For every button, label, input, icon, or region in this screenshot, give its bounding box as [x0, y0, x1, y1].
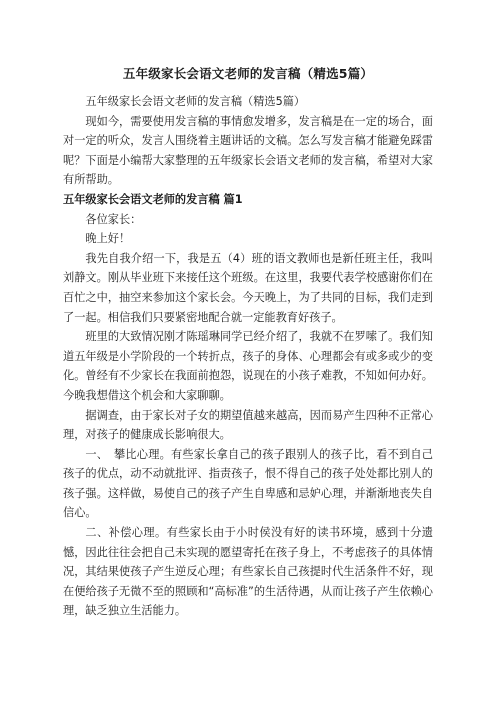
paragraph-survey: 据调查，由于家长对子女的期望值越来越高，因而易产生四种不正常心理，对孩子的健康成长影响很大。 [63, 408, 433, 442]
paragraph-subtitle: 五年级家长会语文老师的发言稿（精选5篇） [85, 95, 306, 108]
paragraph-point-one: 一、 攀比心理。有些家长拿自己的孩子跟别人的孩子比，看不到自己孩子的优点，动不动就批评、指责孩子，恨不得自己的孩子处处都比别人的孩子强。这样做，易使自己的孩子产生自卑感和忌妒心理，并渐渐地丧失自信心。 [63, 447, 433, 520]
paragraph-intro: 现如今，需要使用发言稿的事情愈发增多，发言稿是在一定的场合，面对一定的听众，发言人围绕着主题讲话的文稿。怎么写发言稿才能避免踩雷呢？下面是小编帮大家整理的五年级家长会语文老师的发言稿，希望对大家有所帮助。 [63, 114, 433, 187]
document-title: 五年级家长会语文老师的发言稿（精选5篇） [122, 66, 374, 81]
paragraph-salutation: 各位家长： [85, 212, 142, 226]
section-heading: 五年级家长会语文老师的发言稿 篇1 [63, 192, 243, 206]
paragraph-class-situation: 班里的大致情况刚才陈瑶琳同学已经介绍了，我就不在罗嗦了。我们知道五年级是小学阶段的一个转折点，孩子的身体、心理都会有或多或少的变化。曾经有不少家长在我面前抱怨，说现在的小孩子难教，不知如何办好。今晚我想借这个机会和大家聊聊。 [63, 330, 433, 402]
paragraph-greeting: 晚上好！ [85, 232, 131, 246]
paragraph-self-introduction: 我先自我介绍一下，我是五（4）班的语文教师也是新任班主任，我叫刘静文。刚从毕业班下来接任这个班级。在这里，我要代表学校感谢你们在百忙之中，抽空来参加这个家长会。今天晚上，为了共同的目标，我们走到了一起。相信我们只要紧密地配合就一定能教育好孩子。 [63, 251, 433, 324]
document-body [63, 92, 433, 621]
paragraph-point-two: 二、补偿心理。有些家长由于小时侯没有好的读书环境，感到十分遗憾，因此往往会把自己未实现的愿望寄托在孩子身上，不考虑孩子的具体情况，其结果使孩子产生逆反心理；有些家长自己孩提时代生活条件不好，现在便给孩子无微不至的照顾和“高标准”的生活待遇，从而让孩子产生依赖心理，缺乏独立生活能力。 [63, 526, 433, 618]
